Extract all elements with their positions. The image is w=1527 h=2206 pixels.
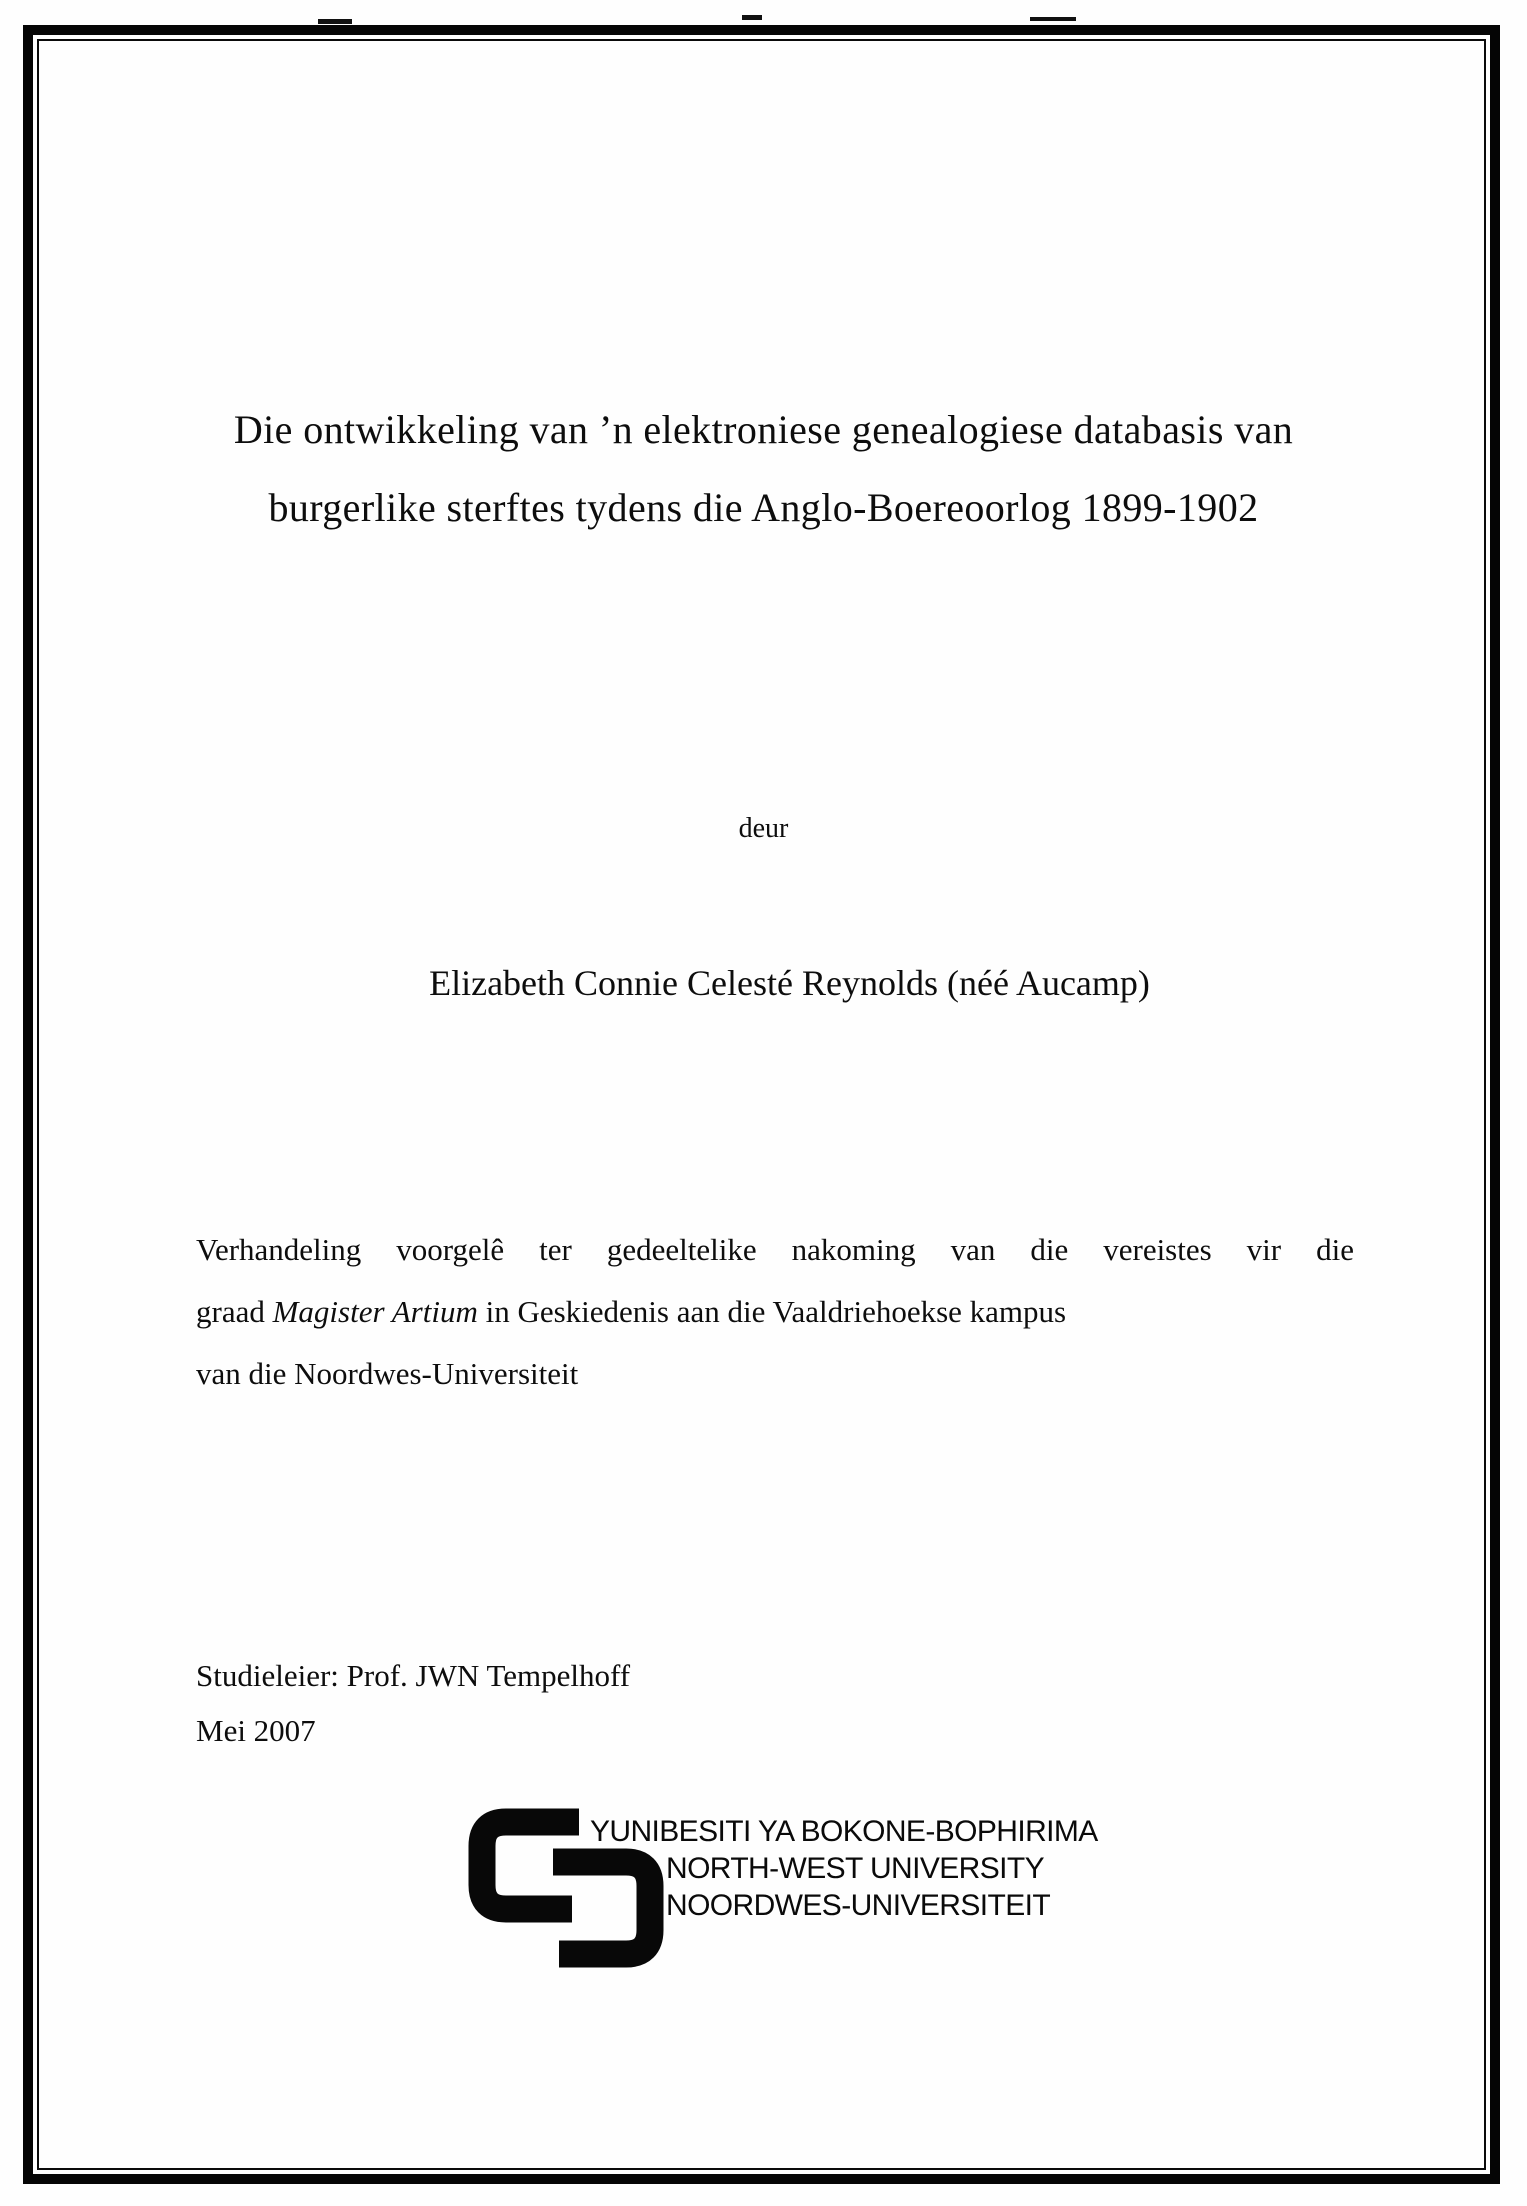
statement-line-2-pre: graad bbox=[196, 1294, 273, 1329]
degree-statement bbox=[196, 1219, 1354, 1405]
logo-line-setswana: YUNIBESITI YA BOKONE-BOPHIRIMA bbox=[590, 1815, 1098, 1848]
degree-name-italic: Magister Artium bbox=[272, 1294, 478, 1329]
byline: deur bbox=[738, 813, 789, 844]
logo-line-english: NORTH-WEST UNIVERSITY bbox=[666, 1852, 1044, 1885]
statement-line-1: Verhandeling voorgelê ter gedeeltelike nakoming van die vereistes vir die bbox=[196, 1232, 1354, 1267]
statement-line-3: van die Noordwes-Universiteit bbox=[196, 1356, 579, 1391]
supervisor-line: Studieleier: Prof. JWN Tempelhoff bbox=[196, 1658, 631, 1693]
supervisor-block bbox=[196, 1648, 630, 1758]
scan-artifact bbox=[1030, 17, 1076, 21]
author-name: Elizabeth Connie Celesté Reynolds (néé Aucamp) bbox=[429, 963, 1150, 1003]
statement-line-2 bbox=[196, 1281, 1354, 1343]
scan-artifact bbox=[318, 19, 352, 24]
nwu-logo-text bbox=[590, 1813, 1098, 1924]
logo-line-afrikaans: NOORDWES-UNIVERSITEIT bbox=[666, 1889, 1051, 1922]
title-line-1: Die ontwikkeling van ’n elektroniese genealogiese databasis van bbox=[233, 407, 1294, 452]
scan-artifact bbox=[742, 15, 762, 20]
thesis-title bbox=[0, 391, 1527, 547]
date-line: Mei 2007 bbox=[196, 1713, 316, 1748]
title-line-2: burgerlike sterftes tydens die Anglo-Boereoorlog 1899-1902 bbox=[268, 485, 1259, 530]
statement-line-2-post: in Geskiedenis aan die Vaaldriehoekse kampus bbox=[477, 1294, 1067, 1329]
